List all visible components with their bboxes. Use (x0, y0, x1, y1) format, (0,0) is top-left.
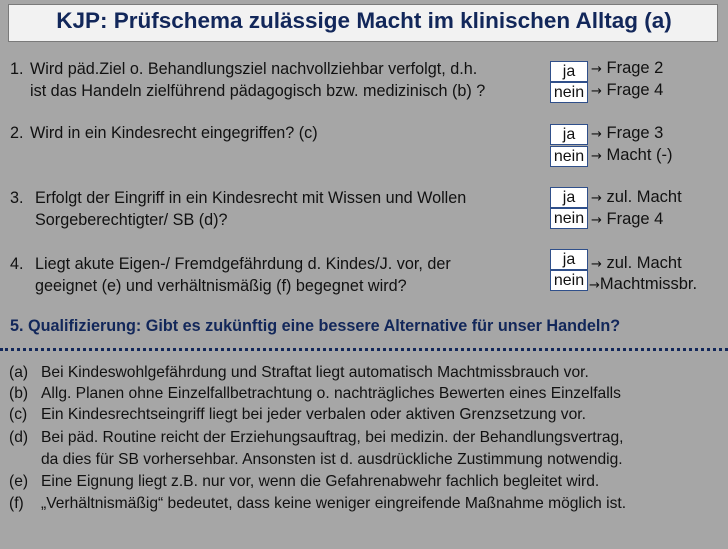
target-label: Machtmissbr. (599, 275, 698, 293)
target-label: Macht (-) (606, 146, 673, 164)
page-title: KJP: Prüfschema zulässige Macht im klinischen Alltag (a) (56, 8, 672, 33)
target-label: zul. Macht (606, 254, 682, 272)
no-target-3 (591, 209, 663, 231)
question-text-line1: Wird in ein Kindesrecht eingegriffen? (c) (30, 124, 318, 142)
question-text-line2: Sorgeberechtigter/ SB (d)? (35, 211, 228, 229)
yes-box-3: ja (550, 187, 588, 208)
target-label: Frage 2 (606, 59, 664, 77)
yes-box-2: ja (550, 124, 588, 145)
arrow-icon: → (591, 62, 602, 77)
target-label: Frage 4 (606, 81, 664, 99)
yes-target-1 (591, 58, 663, 80)
footnote-letter: (f) (9, 495, 24, 512)
footnote-letter: (d) (9, 429, 29, 446)
question-text-line2: geeignet (e) und verhältnismäßig (f) begegnet wird? (35, 277, 407, 295)
question-number: 1. (10, 60, 24, 78)
footnote-letter: (a) (9, 364, 29, 381)
footnote-letter: (b) (9, 385, 29, 402)
question-text-line2: ist das Handeln zielführend pädagogisch bzw. medizinisch (b) ? (30, 82, 486, 100)
dotted-divider (0, 348, 728, 351)
title-bar (8, 4, 718, 42)
footnote-b (9, 384, 621, 403)
no-target-2 (591, 145, 673, 167)
arrow-icon: → (589, 278, 600, 293)
arrow-icon: → (591, 257, 602, 272)
footnote-f (9, 494, 626, 513)
arrow-icon: → (591, 84, 602, 99)
yes-box-1: ja (550, 61, 588, 82)
target-label: Frage 3 (606, 124, 664, 142)
arrow-icon: → (591, 191, 602, 206)
arrow-icon: → (591, 149, 602, 164)
qualification-question: 5. Qualifizierung: Gibt es zukünftig eine bessere Alternative für unser Handeln? (10, 317, 621, 335)
footnote-d (9, 428, 624, 447)
footnote-text: Bei Kindeswohlgefährdung und Straftat liegt automatisch Machtmissbrauch vor. (41, 364, 589, 381)
question-number: 4. (10, 255, 24, 273)
no-box-1: nein (550, 82, 588, 103)
footnote-c (9, 405, 586, 424)
question-text-line1: Liegt akute Eigen-/ Fremdgefährdung d. Kindes/J. vor, der (35, 255, 451, 273)
arrow-icon: → (591, 127, 602, 142)
yes-target-2 (591, 123, 663, 145)
no-box-4: nein (550, 270, 588, 291)
footnote-letter: (e) (9, 473, 29, 490)
footnote-text: Allg. Planen ohne Einzelfallbetrachtung o. nachträgliches Bewerten eines Einzelfalls (41, 385, 621, 402)
footnote-text: Eine Eignung liegt z.B. nur vor, wenn die Gefahrenabwehr fachlich begleitet wird. (41, 473, 600, 490)
question-number: 3. (10, 189, 24, 207)
footnote-text: „Verhältnismäßig“ bedeutet, dass keine weniger eingreifende Maßnahme möglich ist. (41, 495, 627, 512)
footnote-a (9, 363, 589, 382)
footnote-letter: (c) (9, 406, 28, 423)
question-number: 2. (10, 124, 24, 142)
target-label: zul. Macht (606, 188, 682, 206)
footnote-d-continued (41, 450, 623, 469)
no-box-2: nein (550, 146, 588, 167)
arrow-icon: → (591, 213, 602, 228)
footnote-text: da dies für SB vorhersehbar. Ansonsten ist d. ausdrückliche Zustimmung notwendig. (41, 451, 623, 468)
target-label: Frage 4 (606, 210, 664, 228)
no-target-1 (591, 80, 663, 102)
yes-box-4: ja (550, 249, 588, 270)
question-text-line1: Wird päd.Ziel o. Behandlungsziel nachvollziehbar verfolgt, d.h. (30, 60, 478, 78)
no-box-3: nein (550, 208, 588, 229)
footnote-text: Bei päd. Routine reicht der Erziehungsauftrag, bei medizin. der Behandlungsvertrag, (41, 429, 624, 446)
yes-target-4 (591, 253, 682, 275)
yes-target-3 (591, 187, 682, 209)
footnote-text: Ein Kindesrechtseingriff liegt bei jeder verbalen oder aktiven Grenzsetzung vor. (41, 406, 586, 423)
no-target-4 (589, 274, 697, 296)
footnote-e (9, 472, 599, 491)
question-text-line1: Erfolgt der Eingriff in ein Kindesrecht mit Wissen und Wollen (35, 189, 467, 207)
